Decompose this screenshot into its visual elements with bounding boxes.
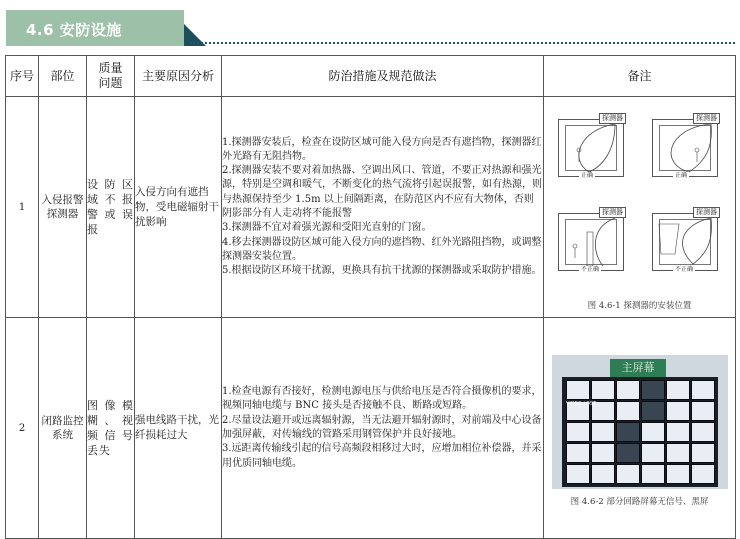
measure-item: 2.探测器安装不要对着加热器、空调出风口、管道，不要正对热源和强光源，特别是空调和暖气，不断变化的热气流将引起误报警，如有热源，则与热源保持至少 1.5m 以上间隔距离，在防范区内不应有大物体，否则阴影部分有人走动将不能报警 xyxy=(222,165,542,219)
row-measures xyxy=(222,318,544,539)
monitor-screen xyxy=(641,422,665,442)
monitor-screen xyxy=(616,380,640,400)
figure-caption: 图 4.6-2 部分回路屏幕无信号、黑屏 xyxy=(570,497,709,507)
header-dotted-rule xyxy=(190,42,735,44)
measure-item: 1.检查电源有否接好，检测电源电压与供给电压是否符合摄像机的要求，视频同轴电缆与 BNC 接头是否接触不良、断路或短路。 xyxy=(222,386,542,412)
cctv-monitor-wall-photo xyxy=(552,355,728,489)
header-num: 序号 xyxy=(6,56,39,97)
header-note: 备注 xyxy=(544,56,736,97)
monitor-screen xyxy=(691,464,715,484)
measure-item: 3.探测器不宜对着强光源和受阳光直射的门窗。 xyxy=(222,222,432,234)
video-lost-label: VIDEO LOST xyxy=(566,401,597,407)
monitor-screen xyxy=(666,422,690,442)
monitor-screen xyxy=(591,422,615,442)
figure-caption: 图 4.6-1 探测器的安装位置 xyxy=(587,301,692,311)
detection-zone-icon xyxy=(653,120,717,176)
monitor-screen xyxy=(566,380,590,400)
monitor-screen xyxy=(666,464,690,484)
monitor-screen xyxy=(691,401,715,421)
table-row xyxy=(6,97,736,318)
monitor-screen xyxy=(616,401,640,421)
header-cause: 主要原因分析 xyxy=(135,56,222,97)
table-row xyxy=(6,318,736,539)
monitor-screen xyxy=(641,401,665,421)
quality-table xyxy=(5,55,736,539)
monitor-screen xyxy=(641,464,665,484)
monitor-screen xyxy=(666,443,690,463)
row-measures xyxy=(222,97,544,318)
measure-item: 4.移去探测器设防区域可能入侵方向的遮挡物、红外光路阻挡物，或调整探测器安装位置。 xyxy=(222,236,542,262)
header-problem: 质量问题 xyxy=(87,56,135,97)
monitor-screen xyxy=(616,422,640,442)
monitor-screen xyxy=(691,380,715,400)
row-part: 入侵报警探测器 xyxy=(39,97,87,318)
monitor-screen xyxy=(591,380,615,400)
monitor-screen xyxy=(566,443,590,463)
monitor-screen xyxy=(641,443,665,463)
measure-item: 3.远距离传输线引起的信号高频段相移过大时，应增加相位补偿器，并采用优质同轴电缆。 xyxy=(222,443,542,469)
row-num: 2 xyxy=(6,318,39,539)
monitor-screen xyxy=(566,422,590,442)
section-title: 4.6 安防设施 xyxy=(26,21,122,39)
monitor-screen xyxy=(691,443,715,463)
monitor-screen xyxy=(641,380,665,400)
monitor-screen xyxy=(666,380,690,400)
monitor-screen xyxy=(591,464,615,484)
table-header-row xyxy=(6,56,736,97)
detector-figure xyxy=(544,103,735,299)
row-cause: 强电线路干扰，光纤损耗过大 xyxy=(135,318,222,539)
detector-sketch: 不正确 探测器 xyxy=(652,207,720,271)
detector-sketch: 不正确 探测器 xyxy=(558,207,626,271)
monitor-wall xyxy=(562,377,718,487)
row-cause: 入侵方向有遮挡物，受电磁辐射干扰影响 xyxy=(135,97,222,318)
row-problem: 图像模糊、视频信号丢失 xyxy=(87,318,135,539)
measure-item: 5.根据设防区环境干扰源，更换具有抗干扰源的探测器或采取防护措施。 xyxy=(222,265,542,277)
monitor-screen xyxy=(566,464,590,484)
cctv-photo-figure xyxy=(544,349,735,495)
monitor-screen xyxy=(616,443,640,463)
row-part: 闭路监控系统 xyxy=(39,318,87,539)
detection-zone-icon xyxy=(559,120,623,176)
measure-item: 1.探测器安装后，检查在设防区域可能入侵方向是否有遮挡物，探测器红外光路有无阻挡物。 xyxy=(222,136,542,162)
row-note xyxy=(544,97,736,318)
detector-sketch: 正确 探测器 xyxy=(652,113,720,177)
monitor-screen xyxy=(666,401,690,421)
row-num: 1 xyxy=(6,97,39,318)
main-screen-sign: 主屏幕 xyxy=(610,359,666,377)
monitor-screen xyxy=(691,422,715,442)
detection-zone-icon xyxy=(559,214,623,270)
header-part: 部位 xyxy=(39,56,87,97)
measure-item: 2.尽量设法避开或远离辐射源，当无法避开辐射源时，对前端及中心设备加强屏蔽，对传输线的管路采用钢管保护并良好接地。 xyxy=(222,414,542,440)
row-problem: 设防区域不报警或误报 xyxy=(87,97,135,318)
section-header-band xyxy=(6,10,184,46)
monitor-screen xyxy=(616,464,640,484)
header-measures: 防治措施及规范做法 xyxy=(222,56,544,97)
monitor-screen xyxy=(591,443,615,463)
detector-sketch: 正确 探测器 xyxy=(558,113,626,177)
row-note xyxy=(544,318,736,539)
detection-zone-icon xyxy=(653,214,717,270)
